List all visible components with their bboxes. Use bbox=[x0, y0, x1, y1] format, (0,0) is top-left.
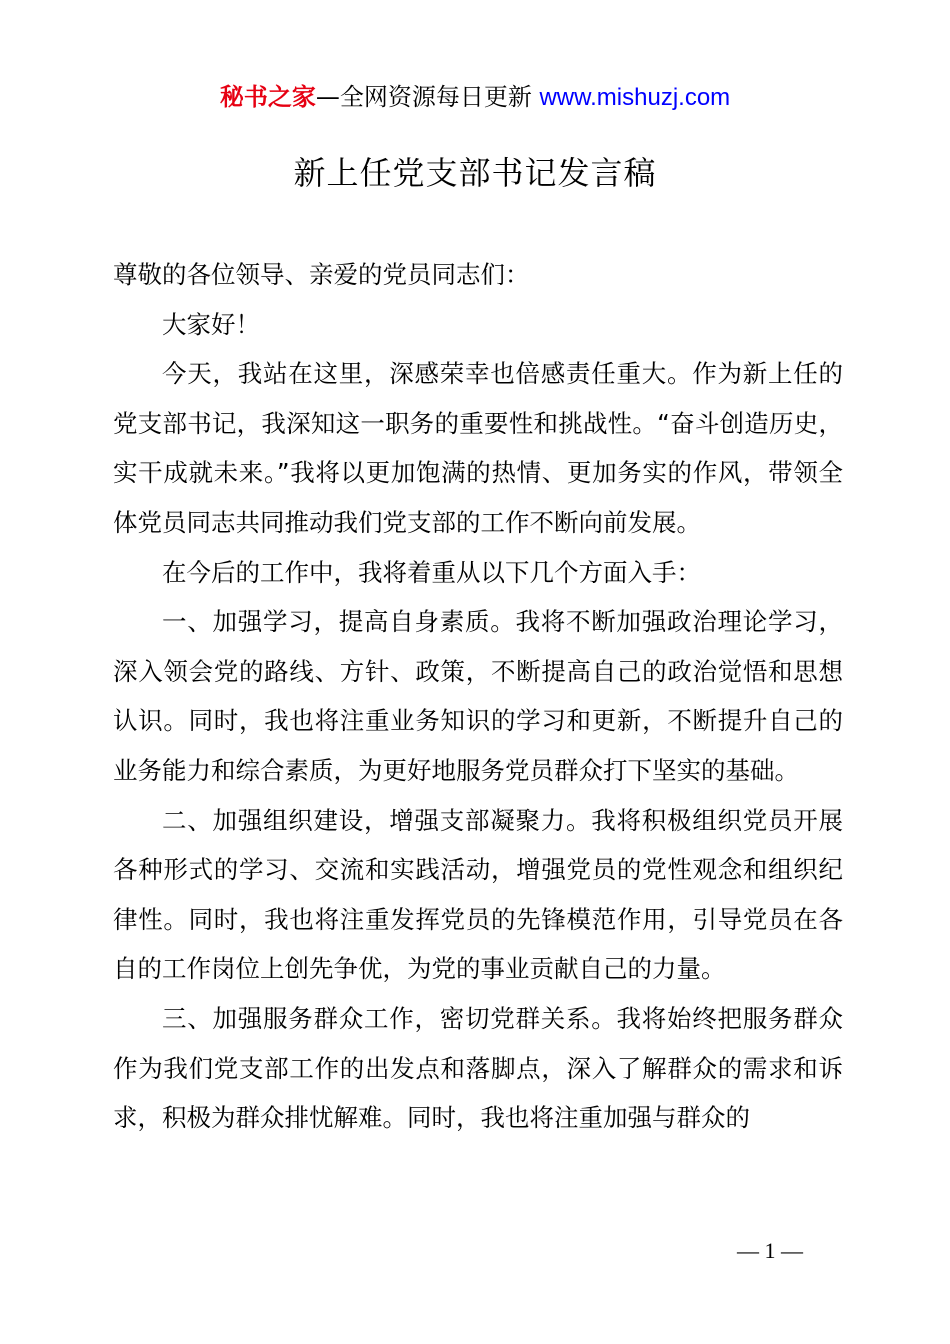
document-body bbox=[113, 250, 843, 1143]
document-title: 新上任党支部书记发言稿 bbox=[293, 154, 657, 192]
paragraph-intro: 今天，我站在这里，深感荣幸也倍感责任重大。作为新上任的党支部书记，我深知这一职务的重要性和挑战性。“奋斗创造历史，实干成就未来。”我将以更加饱满的热情、更加务实的作风，带领全体党员同志共同推动我们党支部的工作不断向前发展。 bbox=[113, 359, 843, 537]
site-header bbox=[0, 80, 950, 115]
paragraph-greeting: 大家好！ bbox=[162, 309, 260, 339]
paragraph-plan-lead: 在今后的工作中，我将着重从以下几个方面入手： bbox=[162, 557, 701, 587]
site-url-link[interactable]: www.mishuzj.com bbox=[539, 84, 731, 111]
page-number: — 1 — bbox=[737, 1238, 803, 1263]
paragraph-point-three: 三、加强服务群众工作，密切党群关系。我将始终把服务群众作为我们党支部工作的出发点和落脚点，深入了解群众的需求和诉求，积极为群众排忧解难。同时，我也将注重加强与群众的 bbox=[113, 1003, 843, 1133]
site-brand: 秘书之家 bbox=[219, 83, 316, 111]
paragraph-point-one: 一、加强学习，提高自身素质。我将不断加强政治理论学习，深入领会党的路线、方针、政策，不断提高自己的政治觉悟和思想认识。同时，我也将注重业务知识的学习和更新，不断提升自己的业务能力和综合素质，为更好地服务党员群众打下坚实的基础。 bbox=[113, 607, 843, 785]
paragraph-point-two: 二、加强组织建设，增强支部凝聚力。我将积极组织党员开展各种形式的学习、交流和实践活动，增强党员的党性观念和组织纪律性。同时，我也将注重发挥党员的先锋模范作用，引导党员在各自的工作岗位上创先争优，为党的事业贡献自己的力量。 bbox=[113, 805, 843, 984]
salutation: 尊敬的各位领导、亲爱的党员同志们： bbox=[113, 260, 530, 289]
site-tagline: —全网资源每日更新 bbox=[315, 83, 540, 111]
